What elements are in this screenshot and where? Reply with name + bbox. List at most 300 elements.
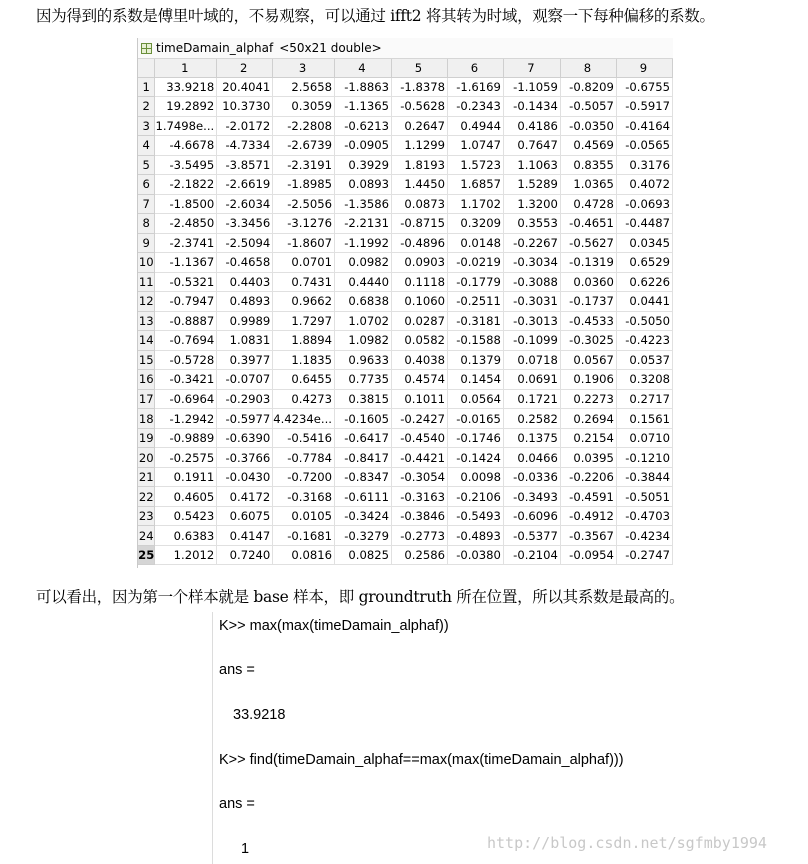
table-row — [138, 526, 673, 546]
grid-cell[interactable]: 0.9662 — [273, 292, 335, 312]
column-header[interactable]: 7 — [503, 59, 560, 77]
row-header[interactable]: 21 — [138, 467, 155, 487]
grid-cell[interactable]: -1.8378 — [391, 77, 447, 97]
row-header[interactable]: 4 — [138, 136, 155, 156]
grid-cell[interactable]: -2.5056 — [273, 194, 335, 214]
grid-cell[interactable]: 0.3176 — [616, 155, 672, 175]
grid-cell[interactable]: 0.6838 — [335, 292, 392, 312]
grid-cell[interactable]: 1.4450 — [391, 175, 447, 195]
grid-cell[interactable]: 0.4186 — [503, 116, 560, 136]
grid-cell[interactable]: -0.4591 — [560, 487, 616, 507]
grid-cell[interactable]: 0.3929 — [335, 155, 392, 175]
row-header[interactable]: 23 — [138, 506, 155, 526]
grid-cell[interactable]: -0.3766 — [217, 448, 273, 468]
grid-cell[interactable]: 0.2647 — [391, 116, 447, 136]
grid-cell[interactable]: -0.1319 — [560, 253, 616, 273]
row-header[interactable]: 19 — [138, 428, 155, 448]
console-command-max: K>> max(max(timeDamain_alphaf)) — [219, 618, 449, 634]
row-header[interactable]: 5 — [138, 155, 155, 175]
grid-cell[interactable]: 1.5723 — [447, 155, 503, 175]
grid-cell[interactable]: 0.0710 — [616, 428, 672, 448]
grid-cell[interactable]: 0.0691 — [503, 370, 560, 390]
grid-cell[interactable]: 1.0982 — [335, 331, 392, 351]
grid-cell[interactable]: -1.1367 — [155, 253, 217, 273]
grid-cell[interactable]: -0.6964 — [155, 389, 217, 409]
grid-cell[interactable]: 0.0825 — [335, 545, 392, 565]
grid-cell[interactable]: -2.6739 — [273, 136, 335, 156]
grid-cell[interactable]: 0.2717 — [616, 389, 672, 409]
table-row — [138, 155, 673, 175]
row-header[interactable]: 22 — [138, 487, 155, 507]
table-row — [138, 292, 673, 312]
grid-cell[interactable]: 33.9218 — [155, 77, 217, 97]
grid-cell[interactable]: 0.2582 — [503, 409, 560, 429]
grid-cell[interactable]: -0.7784 — [273, 448, 335, 468]
table-row — [138, 272, 673, 292]
grid-cell[interactable]: -0.3844 — [616, 467, 672, 487]
grid-cell[interactable]: 0.6383 — [155, 526, 217, 546]
grid-cell[interactable]: -0.4540 — [391, 428, 447, 448]
table-row — [138, 389, 673, 409]
table-row — [138, 545, 673, 565]
grid-cell[interactable]: -0.6096 — [503, 506, 560, 526]
grid-cell[interactable]: -0.5051 — [616, 487, 672, 507]
grid-cell[interactable]: -1.8863 — [335, 77, 392, 97]
column-header[interactable]: 2 — [217, 59, 273, 77]
grid-cell[interactable]: -0.5628 — [391, 97, 447, 117]
variable-name: timeDamain_alphaf — [156, 41, 274, 55]
grid-cell[interactable]: 10.3730 — [217, 97, 273, 117]
row-header[interactable]: 10 — [138, 253, 155, 273]
intro-paragraph: 因为得到的系数是傅里叶域的，不易观察，可以通过 ifft2 将其转为时域，观察一下每种偏移的系数。 — [36, 7, 715, 25]
grid-cell[interactable]: -2.2131 — [335, 214, 392, 234]
grid-cell[interactable]: 1.6857 — [447, 175, 503, 195]
grid-cell[interactable]: 0.4072 — [616, 175, 672, 195]
grid-cell[interactable]: -0.1737 — [560, 292, 616, 312]
console-command-find: K>> find(timeDamain_alphaf==max(max(timeDamain_alphaf))) — [219, 752, 624, 768]
grid-cell[interactable]: -2.5094 — [217, 233, 273, 253]
variable-editor[interactable] — [137, 38, 673, 568]
grid-cell[interactable]: -0.5321 — [155, 272, 217, 292]
grid-cell[interactable]: 1.7297 — [273, 311, 335, 331]
grid-cell[interactable]: 0.4403 — [217, 272, 273, 292]
grid-cell[interactable]: 0.0105 — [273, 506, 335, 526]
grid-cell[interactable]: -0.8417 — [335, 448, 392, 468]
grid-cell[interactable]: 0.1118 — [391, 272, 447, 292]
grid-cell[interactable]: 1.8193 — [391, 155, 447, 175]
table-row — [138, 175, 673, 195]
grid-cell[interactable]: 0.1721 — [503, 389, 560, 409]
grid-cell[interactable]: 0.3209 — [447, 214, 503, 234]
grid-cell[interactable]: -0.1588 — [447, 331, 503, 351]
corner-cell[interactable] — [138, 59, 155, 77]
grid-cell[interactable]: 0.1375 — [503, 428, 560, 448]
grid-cell[interactable]: -0.0219 — [447, 253, 503, 273]
grid-cell[interactable]: -0.0954 — [560, 545, 616, 565]
grid-cell[interactable]: -3.5495 — [155, 155, 217, 175]
grid-cell[interactable]: -0.0165 — [447, 409, 503, 429]
grid-cell[interactable]: -2.3191 — [273, 155, 335, 175]
grid-cell[interactable]: 0.2273 — [560, 389, 616, 409]
grid-cell[interactable]: 0.4605 — [155, 487, 217, 507]
grid-cell[interactable]: 1.1835 — [273, 350, 335, 370]
grid-cell[interactable]: 0.4574 — [391, 370, 447, 390]
grid-cell[interactable]: -1.1059 — [503, 77, 560, 97]
conclusion-paragraph: 可以看出，因为第一个样本就是 base 样本，即 groundtruth 所在位置，所以其系数是最高的。 — [36, 588, 685, 606]
grid-cell[interactable]: -0.0350 — [560, 116, 616, 136]
grid-cell[interactable]: -1.2942 — [155, 409, 217, 429]
grid-cell[interactable]: 0.7431 — [273, 272, 335, 292]
grid-cell[interactable]: -0.3163 — [391, 487, 447, 507]
grid-cell[interactable]: 1.3200 — [503, 194, 560, 214]
console-ans-value-2: 1 — [241, 841, 250, 857]
grid-cell[interactable]: -0.2343 — [447, 97, 503, 117]
grid-cell[interactable]: 20.4041 — [217, 77, 273, 97]
grid-cell[interactable]: -0.3846 — [391, 506, 447, 526]
table-row — [138, 350, 673, 370]
grid-cell[interactable]: 0.0816 — [273, 545, 335, 565]
grid-cell[interactable]: -0.1779 — [447, 272, 503, 292]
grid-cell[interactable]: -0.0905 — [335, 136, 392, 156]
grid-cell[interactable]: 0.7647 — [503, 136, 560, 156]
grid-cell[interactable]: -0.3054 — [391, 467, 447, 487]
grid-cell[interactable]: 0.3977 — [217, 350, 273, 370]
grid-cell[interactable]: 1.2012 — [155, 545, 217, 565]
grid-cell[interactable]: 0.3815 — [335, 389, 392, 409]
grid-cell[interactable]: 0.0345 — [616, 233, 672, 253]
grid-cell[interactable]: -0.3279 — [335, 526, 392, 546]
grid-cell[interactable]: -0.7947 — [155, 292, 217, 312]
grid-cell[interactable]: 0.7240 — [217, 545, 273, 565]
grid-cell[interactable]: -0.4912 — [560, 506, 616, 526]
grid-cell[interactable]: -3.8571 — [217, 155, 273, 175]
grid-body — [138, 77, 673, 565]
grid-cell[interactable]: -0.8347 — [335, 467, 392, 487]
grid-cell[interactable]: -0.2427 — [391, 409, 447, 429]
grid-cell[interactable]: 0.0148 — [447, 233, 503, 253]
grid-cell[interactable]: -0.5050 — [616, 311, 672, 331]
grid-cell[interactable]: -0.2773 — [391, 526, 447, 546]
grid-cell[interactable]: 0.4944 — [447, 116, 503, 136]
table-row — [138, 253, 673, 273]
grid-cell[interactable]: -0.4164 — [616, 116, 672, 136]
grid-cell[interactable]: 1.1063 — [503, 155, 560, 175]
grid-cell[interactable]: -0.4703 — [616, 506, 672, 526]
grid-cell[interactable]: -0.2511 — [447, 292, 503, 312]
grid-cell[interactable]: -0.1424 — [447, 448, 503, 468]
grid-cell[interactable]: -1.1365 — [335, 97, 392, 117]
console-ans-label: ans = — [219, 662, 255, 678]
grid-cell[interactable]: 0.1561 — [616, 409, 672, 429]
grid-cell[interactable]: 1.5289 — [503, 175, 560, 195]
grid-cell[interactable]: -0.1746 — [447, 428, 503, 448]
table-row — [138, 136, 673, 156]
grid-cell[interactable]: -0.4533 — [560, 311, 616, 331]
grid-cell[interactable]: 1.0702 — [335, 311, 392, 331]
grid-cell[interactable]: 0.2694 — [560, 409, 616, 429]
grid-cell[interactable]: -1.6169 — [447, 77, 503, 97]
grid-cell[interactable]: -0.3421 — [155, 370, 217, 390]
grid-cell[interactable]: -1.3586 — [335, 194, 392, 214]
table-row — [138, 311, 673, 331]
grid-cell[interactable]: 0.0903 — [391, 253, 447, 273]
grid-cell[interactable]: 0.1454 — [447, 370, 503, 390]
grid-cell[interactable]: -3.3456 — [217, 214, 273, 234]
grid-cell[interactable]: -0.0693 — [616, 194, 672, 214]
grid-cell[interactable]: -0.4421 — [391, 448, 447, 468]
grid-cell[interactable]: -0.5917 — [616, 97, 672, 117]
row-header[interactable]: 7 — [138, 194, 155, 214]
grid-cell[interactable]: 0.6455 — [273, 370, 335, 390]
grid-cell[interactable]: -0.0707 — [217, 370, 273, 390]
row-header[interactable]: 25 — [138, 545, 155, 565]
grid-cell[interactable]: -0.5377 — [503, 526, 560, 546]
grid-cell[interactable]: -0.7694 — [155, 331, 217, 351]
grid-icon — [141, 43, 152, 54]
grid-cell[interactable]: -0.9889 — [155, 428, 217, 448]
console-ans-label-2: ans = — [219, 796, 255, 812]
table-row — [138, 233, 673, 253]
grid-cell[interactable]: 0.2154 — [560, 428, 616, 448]
grid-cell[interactable]: 0.4440 — [335, 272, 392, 292]
grid-cell[interactable]: 0.6075 — [217, 506, 273, 526]
grid-cell[interactable]: -2.6619 — [217, 175, 273, 195]
grid-cell[interactable]: 0.0567 — [560, 350, 616, 370]
column-header[interactable]: 5 — [391, 59, 447, 77]
grid-cell[interactable]: 0.2586 — [391, 545, 447, 565]
row-header[interactable]: 3 — [138, 116, 155, 136]
row-header[interactable]: 1 — [138, 77, 155, 97]
grid-cell[interactable]: -0.4893 — [447, 526, 503, 546]
table-row — [138, 409, 673, 429]
grid-cell[interactable]: -0.1434 — [503, 97, 560, 117]
grid-cell[interactable]: 0.0287 — [391, 311, 447, 331]
watermark: http://blog.csdn.net/sgfmby1994 — [487, 834, 767, 852]
grid-cell[interactable]: -0.6755 — [616, 77, 672, 97]
grid-cell[interactable]: -0.3025 — [560, 331, 616, 351]
grid-cell[interactable]: -0.5627 — [560, 233, 616, 253]
grid-cell[interactable]: 0.0982 — [335, 253, 392, 273]
grid-cell[interactable]: -2.4850 — [155, 214, 217, 234]
grid-cell[interactable]: 0.1011 — [391, 389, 447, 409]
grid-cell[interactable]: 0.4172 — [217, 487, 273, 507]
grid-cell[interactable]: 2.5658 — [273, 77, 335, 97]
table-row — [138, 428, 673, 448]
row-header[interactable]: 8 — [138, 214, 155, 234]
grid-cell[interactable]: 0.0360 — [560, 272, 616, 292]
grid-cell[interactable]: -0.1099 — [503, 331, 560, 351]
grid-cell[interactable]: 0.4273 — [273, 389, 335, 409]
table-row — [138, 194, 673, 214]
grid-cell[interactable]: -0.8887 — [155, 311, 217, 331]
table-row — [138, 506, 673, 526]
grid-cell[interactable]: 0.9989 — [217, 311, 273, 331]
table-row — [138, 448, 673, 468]
grid-cell[interactable]: -2.0172 — [217, 116, 273, 136]
grid-cell[interactable]: -0.3013 — [503, 311, 560, 331]
grid-cell[interactable]: -0.4896 — [391, 233, 447, 253]
grid-cell[interactable]: 0.6226 — [616, 272, 672, 292]
grid-cell[interactable]: 0.4038 — [391, 350, 447, 370]
grid-cell[interactable]: -0.0380 — [447, 545, 503, 565]
grid-cell[interactable]: 0.0098 — [447, 467, 503, 487]
grid-cell[interactable]: -0.4223 — [616, 331, 672, 351]
grid-cell[interactable]: -0.2206 — [560, 467, 616, 487]
grid-cell[interactable]: -0.3424 — [335, 506, 392, 526]
grid-cell[interactable]: -0.2267 — [503, 233, 560, 253]
table-row — [138, 77, 673, 97]
grid-cell[interactable]: -0.4234 — [616, 526, 672, 546]
row-header[interactable]: 13 — [138, 311, 155, 331]
grid-cell[interactable]: 0.0441 — [616, 292, 672, 312]
grid-cell[interactable]: 0.0564 — [447, 389, 503, 409]
grid-cell[interactable]: 0.0873 — [391, 194, 447, 214]
grid-cell[interactable]: 1.7498e... — [155, 116, 217, 136]
row-header[interactable]: 24 — [138, 526, 155, 546]
grid-cell[interactable]: -0.4658 — [217, 253, 273, 273]
grid-cell[interactable]: -0.2747 — [616, 545, 672, 565]
table-row — [138, 214, 673, 234]
grid-cell[interactable]: 4.4234e... — [273, 409, 335, 429]
grid-cell[interactable]: 0.0395 — [560, 448, 616, 468]
column-header[interactable]: 4 — [335, 59, 392, 77]
grid-cell[interactable]: -0.3181 — [447, 311, 503, 331]
grid-cell[interactable]: 0.4893 — [217, 292, 273, 312]
grid-cell[interactable]: -1.1992 — [335, 233, 392, 253]
column-header[interactable]: 8 — [560, 59, 616, 77]
grid-cell[interactable]: 0.3553 — [503, 214, 560, 234]
grid-cell[interactable]: -0.3567 — [560, 526, 616, 546]
grid-cell[interactable]: -0.5728 — [155, 350, 217, 370]
column-header[interactable]: 3 — [273, 59, 335, 77]
grid-cell[interactable]: -0.1605 — [335, 409, 392, 429]
grid-cell[interactable]: 19.2892 — [155, 97, 217, 117]
grid-cell[interactable]: -0.3031 — [503, 292, 560, 312]
grid-cell[interactable]: 0.6529 — [616, 253, 672, 273]
grid-cell[interactable]: -0.2575 — [155, 448, 217, 468]
grid-cell[interactable]: -0.6111 — [335, 487, 392, 507]
grid-cell[interactable]: 0.1911 — [155, 467, 217, 487]
grid-cell[interactable]: 1.0747 — [447, 136, 503, 156]
grid-cell[interactable]: 0.0718 — [503, 350, 560, 370]
row-header[interactable]: 20 — [138, 448, 155, 468]
grid-cell[interactable]: -4.7334 — [217, 136, 273, 156]
grid-cell[interactable]: -0.6213 — [335, 116, 392, 136]
table-row — [138, 97, 673, 117]
grid-cell[interactable]: -0.8209 — [560, 77, 616, 97]
row-header[interactable]: 2 — [138, 97, 155, 117]
grid-cell[interactable]: -0.1681 — [273, 526, 335, 546]
row-header[interactable]: 15 — [138, 350, 155, 370]
grid-cell[interactable]: -0.3168 — [273, 487, 335, 507]
grid-cell[interactable]: 0.9633 — [335, 350, 392, 370]
grid-cell[interactable]: -0.5057 — [560, 97, 616, 117]
grid-cell[interactable]: -2.6034 — [217, 194, 273, 214]
row-header[interactable]: 11 — [138, 272, 155, 292]
grid-cell[interactable]: 0.1906 — [560, 370, 616, 390]
console-ans-value: 33.9218 — [233, 707, 286, 723]
grid-cell[interactable]: -0.1210 — [616, 448, 672, 468]
grid-cell[interactable]: -0.2903 — [217, 389, 273, 409]
grid-cell[interactable]: -0.6390 — [217, 428, 273, 448]
grid-cell[interactable]: -0.3034 — [503, 253, 560, 273]
grid-cell[interactable]: -0.0430 — [217, 467, 273, 487]
row-header[interactable]: 6 — [138, 175, 155, 195]
grid-cell[interactable]: 0.1379 — [447, 350, 503, 370]
grid-cell[interactable]: -0.8715 — [391, 214, 447, 234]
row-header[interactable]: 12 — [138, 292, 155, 312]
grid-cell[interactable]: -0.5977 — [217, 409, 273, 429]
grid-cell[interactable]: 0.0893 — [335, 175, 392, 195]
grid-cell[interactable]: -4.6678 — [155, 136, 217, 156]
grid-cell[interactable]: -2.2808 — [273, 116, 335, 136]
grid-cell[interactable]: -0.3493 — [503, 487, 560, 507]
grid-cell[interactable]: -0.5416 — [273, 428, 335, 448]
column-header[interactable]: 6 — [447, 59, 503, 77]
row-header[interactable]: 9 — [138, 233, 155, 253]
table-row — [138, 331, 673, 351]
grid-cell[interactable]: -0.0336 — [503, 467, 560, 487]
grid-cell[interactable]: 1.1702 — [447, 194, 503, 214]
grid-cell[interactable]: -1.8985 — [273, 175, 335, 195]
grid-cell[interactable]: 0.4569 — [560, 136, 616, 156]
grid-cell[interactable]: -0.4487 — [616, 214, 672, 234]
grid-cell[interactable]: 0.5423 — [155, 506, 217, 526]
column-header[interactable]: 9 — [616, 59, 672, 77]
row-header[interactable]: 17 — [138, 389, 155, 409]
grid-cell[interactable]: -0.0565 — [616, 136, 672, 156]
grid-cell[interactable]: 0.0537 — [616, 350, 672, 370]
table-row — [138, 467, 673, 487]
grid-cell[interactable]: -0.6417 — [335, 428, 392, 448]
grid-cell[interactable]: -0.3088 — [503, 272, 560, 292]
grid-cell[interactable]: 0.0466 — [503, 448, 560, 468]
row-header[interactable]: 16 — [138, 370, 155, 390]
grid-cell[interactable]: 0.0701 — [273, 253, 335, 273]
grid-cell[interactable]: 0.4147 — [217, 526, 273, 546]
grid-cell[interactable]: 0.0582 — [391, 331, 447, 351]
grid-cell[interactable]: 0.8355 — [560, 155, 616, 175]
command-window-output[interactable] — [212, 612, 624, 864]
data-grid[interactable] — [138, 59, 673, 565]
grid-cell[interactable]: -0.2104 — [503, 545, 560, 565]
row-header[interactable]: 14 — [138, 331, 155, 351]
row-header[interactable]: 18 — [138, 409, 155, 429]
grid-cell[interactable]: 0.3059 — [273, 97, 335, 117]
grid-cell[interactable]: -1.8500 — [155, 194, 217, 214]
column-header[interactable]: 1 — [155, 59, 217, 77]
grid-cell[interactable]: 1.8894 — [273, 331, 335, 351]
column-header-row — [138, 59, 673, 77]
grid-cell[interactable]: -0.5493 — [447, 506, 503, 526]
variable-editor-tab[interactable] — [138, 38, 673, 59]
grid-cell[interactable]: -2.3741 — [155, 233, 217, 253]
grid-cell[interactable]: 1.0831 — [217, 331, 273, 351]
grid-cell[interactable]: -3.1276 — [273, 214, 335, 234]
grid-cell[interactable]: -2.1822 — [155, 175, 217, 195]
grid-cell[interactable]: 0.7735 — [335, 370, 392, 390]
variable-dimensions: <50x21 double> — [279, 41, 382, 55]
grid-cell[interactable]: 1.1299 — [391, 136, 447, 156]
grid-cell[interactable]: -0.4651 — [560, 214, 616, 234]
grid-cell[interactable]: 0.1060 — [391, 292, 447, 312]
grid-cell[interactable]: -1.8607 — [273, 233, 335, 253]
grid-cell[interactable]: 0.4728 — [560, 194, 616, 214]
grid-cell[interactable]: 0.3208 — [616, 370, 672, 390]
grid-cell[interactable]: 1.0365 — [560, 175, 616, 195]
grid-cell[interactable]: -0.7200 — [273, 467, 335, 487]
grid-cell[interactable]: -0.2106 — [447, 487, 503, 507]
